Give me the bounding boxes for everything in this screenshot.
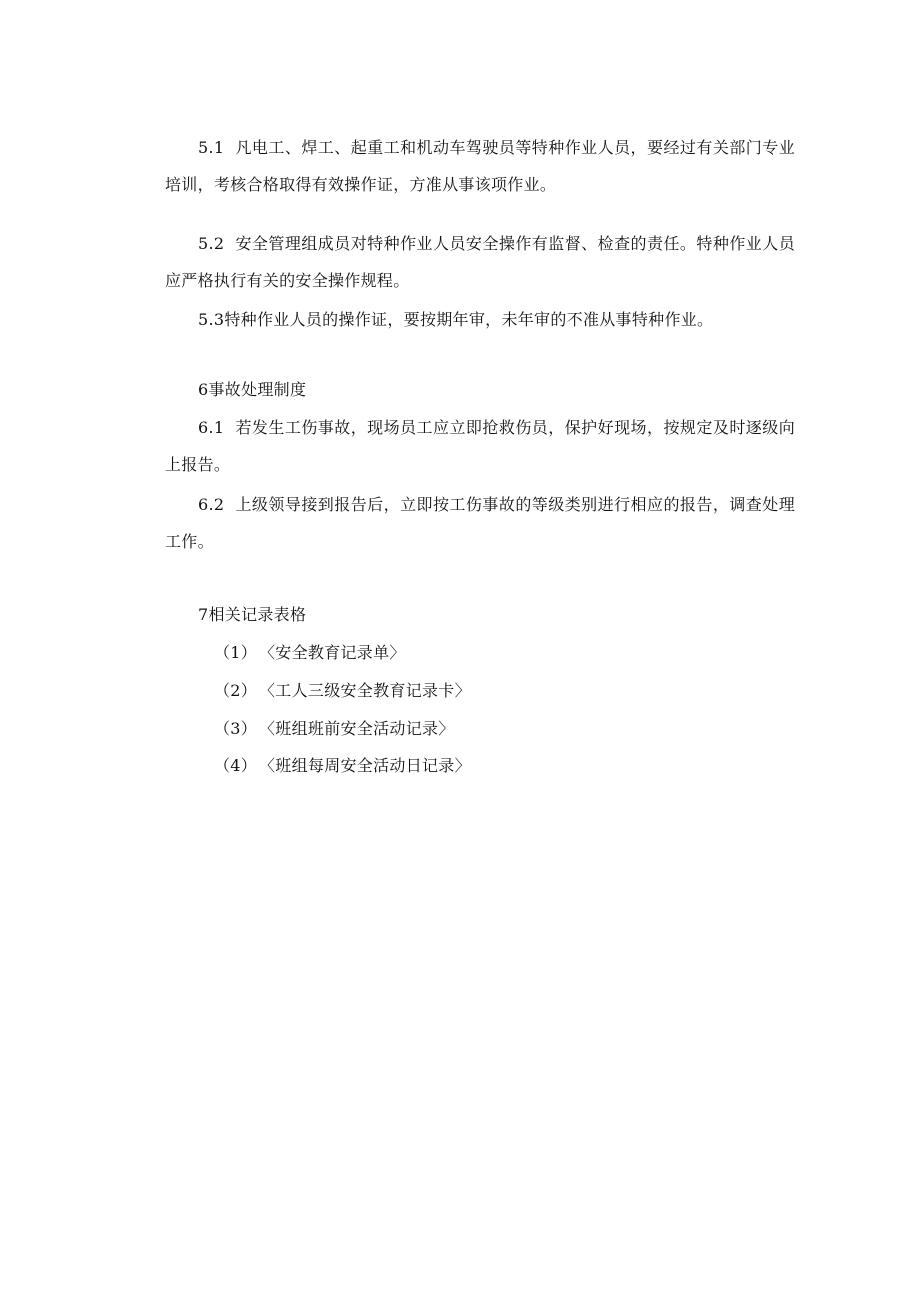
record-number: （3） <box>214 719 258 738</box>
clause-number: 5.2 <box>198 234 225 253</box>
clause-text: 安全管理组成员对特种作业人员安全操作有监督、检查的责任。特种作业人员应严格执行有关的安全操作规程。 <box>165 234 796 290</box>
clause-text: 凡电工、焊工、起重工和机动车驾驶员等特种作业人员，要经过有关部门专业培训，考核合格取得有效操作证，方准从事该项作业。 <box>165 138 796 194</box>
record-number: （4） <box>214 756 258 775</box>
clause-text: 特种作业人员的操作证，要按期年审，未年审的不准从事特种作业。 <box>224 310 714 329</box>
clause-text: 若发生工伤事故，现场员工应立即抢救伤员，保护好现场，按规定及时逐级向上报告。 <box>165 418 796 474</box>
record-name: 〈工人三级安全教育记录卡〉 <box>259 681 471 700</box>
clause-number: 6.2 <box>198 495 225 514</box>
record-number: （1） <box>214 643 258 662</box>
clause-5-1 <box>165 129 795 203</box>
section-6-heading: 6事故处理制度 <box>198 380 307 399</box>
record-name: 〈班组每周安全活动日记录〉 <box>259 756 471 775</box>
section-7-heading: 7相关记录表格 <box>198 605 307 624</box>
record-item <box>214 672 471 709</box>
record-item <box>214 710 455 747</box>
record-item <box>214 747 471 784</box>
clause-number: 5.3 <box>198 310 225 329</box>
record-name: 〈安全教育记录单〉 <box>259 643 406 662</box>
clause-number: 5.1 <box>198 138 225 157</box>
clause-5-2 <box>165 225 795 299</box>
clause-6-2 <box>165 486 795 560</box>
clause-6-1 <box>165 409 795 483</box>
record-number: （2） <box>214 681 258 700</box>
clause-5-3 <box>165 301 795 338</box>
record-name: 〈班组班前安全活动记录〉 <box>259 719 455 738</box>
record-item <box>214 634 406 671</box>
clause-number: 6.1 <box>198 418 225 437</box>
clause-text: 上级领导接到报告后，立即按工伤事故的等级类别进行相应的报告，调查处理工作。 <box>165 495 796 551</box>
